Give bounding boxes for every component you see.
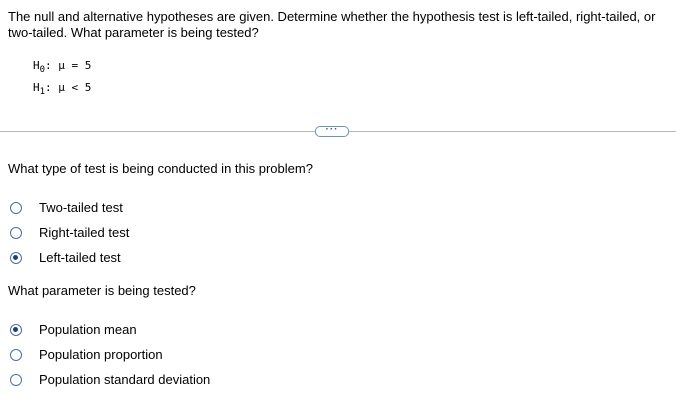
radio-button[interactable]: [10, 227, 22, 239]
alternative-hypothesis-expression: : μ < 5: [45, 81, 92, 94]
option-two-tailed[interactable]: [8, 199, 123, 217]
expand-button[interactable]: [315, 126, 349, 137]
option-population-proportion[interactable]: [8, 346, 163, 364]
radio-button[interactable]: [10, 374, 22, 386]
option-label: Left-tailed test: [39, 250, 121, 265]
null-hypothesis-subscript: 0: [39, 65, 46, 75]
alternative-hypothesis: [33, 81, 91, 95]
alternative-hypothesis-label: H: [33, 81, 40, 94]
question-parameter: What parameter is being tested?: [8, 283, 196, 298]
radio-button-selected[interactable]: [10, 324, 22, 336]
null-hypothesis: [33, 59, 91, 73]
option-population-standard-deviation[interactable]: [8, 371, 210, 389]
option-left-tailed[interactable]: [8, 249, 121, 267]
option-label: Population standard deviation: [39, 372, 211, 387]
option-label: Population proportion: [39, 347, 163, 362]
option-label: Right-tailed test: [39, 225, 130, 240]
alternative-hypothesis-subscript: 1: [39, 87, 46, 97]
ellipsis-icon: ···: [325, 124, 339, 135]
option-label: Population mean: [39, 322, 137, 337]
radio-button[interactable]: [10, 202, 22, 214]
null-hypothesis-expression: : μ = 5: [45, 59, 92, 72]
radio-button[interactable]: [10, 349, 22, 361]
option-right-tailed[interactable]: [8, 224, 129, 242]
option-label: Two-tailed test: [39, 200, 123, 215]
null-hypothesis-label: H: [33, 59, 40, 72]
radio-button-selected[interactable]: [10, 252, 22, 264]
problem-statement: The null and alternative hypotheses are given. Determine whether the hypothesis test is left-tailed, right-tailed, or two-tailed. What parameter is being tested?: [8, 9, 656, 40]
option-population-mean[interactable]: [8, 321, 137, 339]
question-test-type: What type of test is being conducted in this problem?: [8, 161, 313, 176]
